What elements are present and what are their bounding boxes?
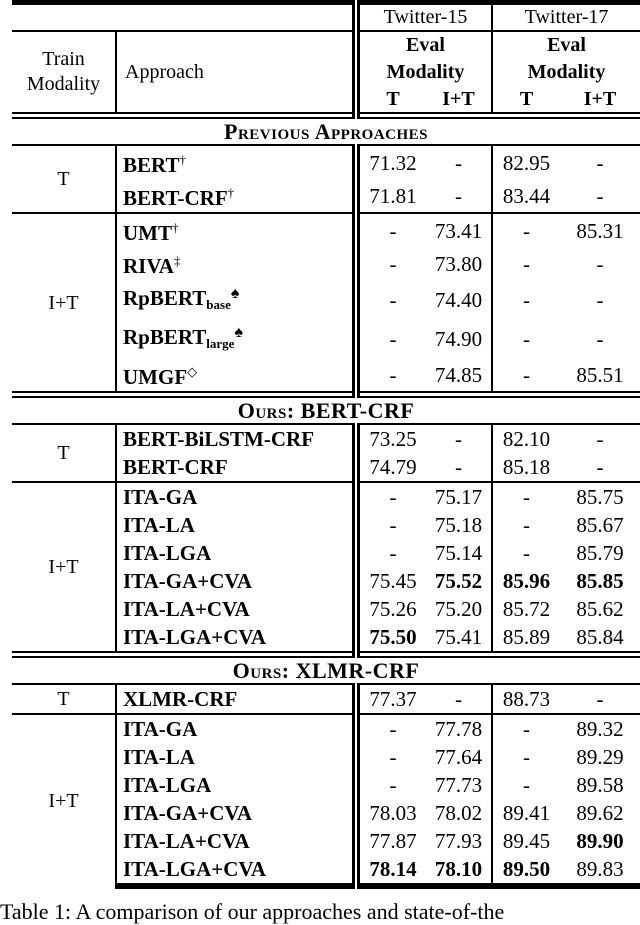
table-row: [12, 684, 640, 714]
value-cell: 85.72: [502, 597, 551, 621]
value-cell: -: [492, 482, 560, 511]
value-cell: 85.84: [576, 625, 624, 649]
approach-name: ITA-GA+CVA: [123, 801, 253, 825]
value-cell: 89.41: [502, 801, 551, 825]
value-cell: 85.67: [576, 513, 624, 537]
value-cell: 85.62: [576, 597, 624, 621]
eval-modality-header-t15: Eval Modality: [356, 31, 492, 86]
value-cell: 77.64: [426, 743, 492, 771]
table-caption: Table 1: A comparison of our approaches and state-of-the: [0, 899, 505, 924]
train-modality-cell: T: [12, 684, 116, 714]
value-cell: 75.17: [426, 482, 492, 511]
value-cell: -: [596, 183, 604, 208]
approach-superscript: ‡: [173, 253, 181, 268]
value-cell: -: [389, 745, 397, 769]
value-cell: 88.73: [492, 684, 560, 714]
approach-subscript: large: [206, 336, 235, 351]
approach-name: ITA-LA+CVA: [123, 597, 250, 621]
approach-name: XLMR-CRF: [123, 687, 238, 711]
approach-cell: [116, 358, 356, 395]
dataset-header-row: [12, 3, 640, 32]
value-cell: -: [356, 714, 426, 743]
value-cell: 77.37: [356, 684, 426, 714]
header-spacer-cell: [12, 3, 356, 32]
train-modality-cell: I+T: [12, 213, 116, 395]
value-cell: 75.26: [369, 597, 417, 621]
approach-superscript: †: [172, 220, 179, 235]
table-row: [12, 424, 640, 453]
value-cell: 89.29: [576, 745, 624, 769]
approach-name: BERT-BiLSTM-CRF: [123, 427, 315, 451]
value-cell: 89.62: [576, 801, 624, 825]
value-cell: 82.10: [492, 424, 560, 453]
approach-cell: [116, 827, 356, 855]
value-cell: 75.52: [426, 567, 492, 595]
value-cell: -: [426, 453, 492, 482]
value-cell: 89.32: [560, 714, 640, 743]
value-cell: 89.45: [502, 829, 551, 853]
approach-cell: [116, 714, 356, 743]
value-cell: -: [389, 773, 397, 797]
value-cell: -: [492, 213, 560, 247]
approach-cell: [116, 539, 356, 567]
approach-name: UMGF: [123, 365, 188, 389]
value-cell: 83.44: [502, 183, 551, 208]
value-cell: -: [523, 362, 531, 387]
dataset-twitter17: Twitter-17: [492, 3, 640, 32]
value-cell: 75.18: [426, 511, 492, 539]
value-cell: 71.81: [369, 183, 417, 208]
approach-cell: [116, 482, 356, 511]
value-cell: 85.96: [502, 569, 551, 593]
value-cell: 89.90: [576, 829, 624, 853]
value-cell: -: [356, 482, 426, 511]
value-cell: 85.18: [502, 455, 551, 479]
value-cell: -: [596, 455, 604, 479]
approach-superscript: ♠: [230, 285, 240, 302]
value-cell: 73.80: [426, 247, 492, 280]
value-cell: 89.83: [560, 855, 640, 886]
approach-cell: [116, 684, 356, 714]
value-cell: 75.20: [426, 595, 492, 623]
value-cell: 77.93: [426, 827, 492, 855]
train-modality-cell: I+T: [12, 714, 116, 886]
section-title: Ours: XLMR-CRF: [12, 655, 640, 685]
approach-name: RpBERT: [123, 286, 207, 310]
approach-name: ITA-LGA+CVA: [123, 625, 267, 649]
value-cell: -: [560, 145, 640, 179]
subcol-t15-it: I+T: [426, 86, 492, 116]
table-row: [12, 714, 640, 743]
section-header-row: [12, 116, 640, 146]
train-modality-cell: T: [12, 424, 116, 482]
approach-cell: [116, 799, 356, 827]
approach-cell: [116, 280, 356, 319]
dataset-twitter15: Twitter-15: [356, 3, 492, 32]
column-header-row: [12, 31, 640, 86]
value-cell: 78.14: [356, 855, 426, 886]
section-header-row: [12, 395, 640, 425]
value-cell: 75.50: [369, 625, 417, 649]
approach-name: UMT: [123, 221, 172, 245]
value-cell: 71.32: [356, 145, 426, 179]
approach-header: Approach: [116, 31, 356, 116]
train-modality-cell: I+T: [12, 482, 116, 655]
approach-cell: [116, 743, 356, 771]
approach-cell: [116, 855, 356, 886]
table-row: [12, 213, 640, 247]
value-cell: -: [523, 326, 531, 351]
value-cell: -: [523, 251, 531, 276]
eval-modality-header-t17: Eval Modality: [527, 34, 606, 83]
value-cell: 74.85: [426, 358, 492, 395]
results-tbody: [12, 3, 640, 887]
value-cell: 73.25: [356, 424, 426, 453]
approach-cell: [116, 179, 356, 213]
value-cell: 85.85: [576, 569, 624, 593]
value-cell: -: [426, 684, 492, 714]
approach-superscript: ♠: [234, 324, 243, 341]
value-cell: 77.87: [369, 829, 417, 853]
value-cell: 85.75: [560, 482, 640, 511]
subcol-t15-t: T: [386, 88, 400, 110]
section-header-row: [12, 655, 640, 685]
value-cell: -: [596, 251, 604, 276]
approach-name: BERT: [123, 153, 180, 177]
section-title: Previous Approaches: [12, 116, 640, 146]
value-cell: 78.02: [426, 799, 492, 827]
value-cell: -: [389, 251, 397, 276]
value-cell: -: [523, 773, 531, 797]
value-cell: 74.90: [426, 319, 492, 358]
value-cell: -: [560, 424, 640, 453]
value-cell: 75.45: [369, 569, 417, 593]
approach-superscript: †: [227, 185, 235, 200]
value-cell: 82.95: [492, 145, 560, 179]
value-cell: 75.41: [426, 623, 492, 655]
approach-name: RIVA: [123, 254, 174, 278]
value-cell: -: [523, 513, 531, 537]
approach-name: ITA-LA: [123, 745, 195, 769]
value-cell: -: [389, 287, 397, 312]
approach-cell: [116, 247, 356, 280]
approach-name: BERT-CRF: [123, 186, 228, 210]
approach-cell: [116, 145, 356, 179]
value-cell: -: [596, 287, 604, 312]
approach-superscript: †: [179, 152, 186, 167]
approach-cell: [116, 213, 356, 247]
approach-cell: [116, 567, 356, 595]
value-cell: -: [389, 513, 397, 537]
approach-name: BERT-CRF: [123, 455, 228, 479]
value-cell: 85.89: [502, 625, 551, 649]
approach-name: ITA-LGA: [123, 773, 212, 797]
value-cell: -: [560, 684, 640, 714]
value-cell: 85.31: [560, 213, 640, 247]
value-cell: -: [389, 326, 397, 351]
value-cell: -: [523, 745, 531, 769]
table-row: [12, 482, 640, 511]
value-cell: 85.79: [576, 541, 624, 565]
value-cell: 74.40: [426, 280, 492, 319]
section-title: Ours: BERT-CRF: [12, 395, 640, 425]
value-cell: 85.51: [576, 362, 624, 387]
approach-name: ITA-LA: [123, 513, 195, 537]
train-modality-cell: T: [12, 145, 116, 213]
approach-name: ITA-LGA+CVA: [123, 857, 267, 881]
approach-cell: [116, 319, 356, 358]
value-cell: 89.50: [492, 855, 560, 886]
approach-cell: [116, 424, 356, 453]
value-cell: 77.78: [426, 714, 492, 743]
approach-cell: [116, 511, 356, 539]
value-cell: 89.58: [576, 773, 624, 797]
value-cell: 78.10: [426, 855, 492, 886]
value-cell: 73.41: [426, 213, 492, 247]
approach-name: ITA-GA: [123, 717, 198, 741]
value-cell: -: [596, 326, 604, 351]
subcol-t17-it: I+T: [583, 88, 617, 110]
approach-cell: [116, 453, 356, 482]
value-cell: 75.14: [426, 539, 492, 567]
value-cell: -: [492, 714, 560, 743]
approach-name: ITA-LA+CVA: [123, 829, 250, 853]
approach-name: ITA-GA+CVA: [123, 569, 253, 593]
value-cell: -: [389, 362, 397, 387]
approach-name: RpBERT: [123, 325, 207, 349]
approach-subscript: base: [206, 297, 231, 312]
approach-name: ITA-GA: [123, 485, 198, 509]
value-cell: -: [523, 541, 531, 565]
value-cell: -: [426, 424, 492, 453]
value-cell: -: [356, 213, 426, 247]
value-cell: -: [426, 179, 492, 213]
table-row: [12, 145, 640, 179]
results-table: [12, 0, 640, 889]
value-cell: 77.73: [426, 771, 492, 799]
subcol-t17-t: T: [519, 88, 534, 110]
approach-cell: [116, 623, 356, 655]
value-cell: -: [389, 541, 397, 565]
approach-cell: [116, 595, 356, 623]
value-cell: -: [426, 145, 492, 179]
approach-name: ITA-LGA: [123, 541, 212, 565]
value-cell: 74.79: [369, 455, 417, 479]
approach-cell: [116, 771, 356, 799]
train-modality-header: Train Modality: [12, 31, 116, 116]
approach-superscript: ◇: [187, 364, 198, 379]
value-cell: 78.03: [369, 801, 417, 825]
value-cell: -: [523, 287, 531, 312]
